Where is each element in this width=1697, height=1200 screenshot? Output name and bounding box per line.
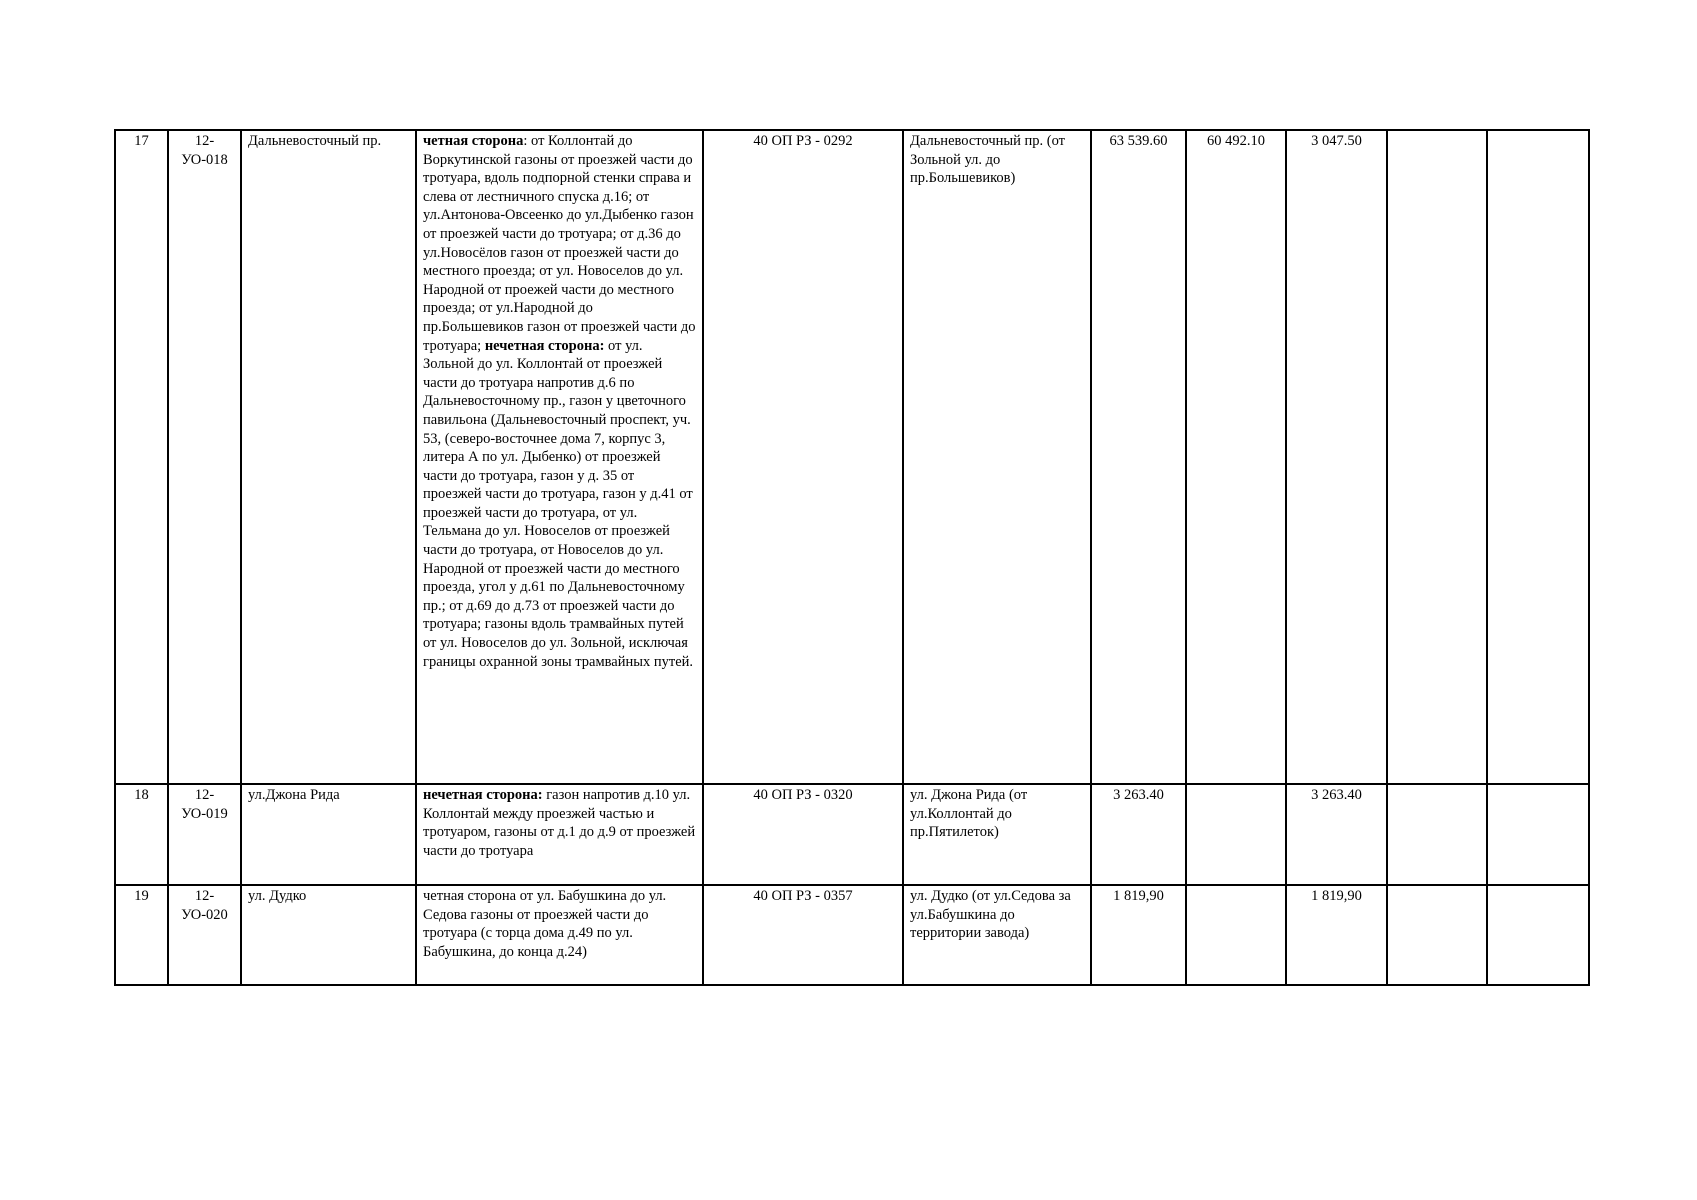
object-code: 12-УО-019 (168, 784, 241, 885)
table-row (115, 885, 1589, 985)
row-number: 19 (115, 885, 168, 985)
object-name: ул.Джона Рида (241, 784, 416, 885)
area-total: 63 539.60 (1091, 130, 1186, 784)
area-a (1186, 784, 1286, 885)
road-name: Дальневосточный пр. (от Зольной ул. до пр.Большевиков) (903, 130, 1091, 784)
road-id: 40 ОП РЗ - 0357 (703, 885, 903, 985)
description-part: четная сторона (423, 133, 524, 149)
object-description (416, 784, 703, 885)
road-id: 40 ОП РЗ - 0320 (703, 784, 903, 885)
description-part: нечетная сторона: (423, 787, 543, 803)
area-total: 1 819,90 (1091, 885, 1186, 985)
row-number: 18 (115, 784, 168, 885)
table-row (115, 130, 1589, 784)
territory-table (114, 129, 1590, 986)
road-id: 40 ОП РЗ - 0292 (703, 130, 903, 784)
area-b: 3 047.50 (1286, 130, 1387, 784)
object-code: 12-УО-018 (168, 130, 241, 784)
empty-cell (1387, 130, 1487, 784)
empty-cell (1487, 784, 1589, 885)
empty-cell (1487, 130, 1589, 784)
object-code: 12-УО-020 (168, 885, 241, 985)
description-part: : от Коллонтай до Воркутинской газоны от проезжей части до тротуара, вдоль подпорной стенки справа и слева от лестничного спуска д.16; от ул.Антонова-Овсеенко до ул.Дыбенко газон от проезжей части до тротуара; от д.36 до ул.Новосёлов газон от проезжей части до местного проезда; от ул. Новоселов до ул. Народной от проежей части до местного проезда; от ул.Народной до пр.Большевиков газон от проезжей части до тротуара; (423, 133, 696, 354)
area-b: 3 263.40 (1286, 784, 1387, 885)
description-part: нечетная сторона: (484, 337, 605, 354)
table-row (115, 784, 1589, 885)
area-b: 1 819,90 (1286, 885, 1387, 985)
road-name: ул. Джона Рида (от ул.Коллонтай до пр.Пятилеток) (903, 784, 1091, 885)
road-name: ул. Дудко (от ул.Седова за ул.Бабушкина до территории завода) (903, 885, 1091, 985)
row-number: 17 (115, 130, 168, 784)
empty-cell (1387, 885, 1487, 985)
area-a: 60 492.10 (1186, 130, 1286, 784)
object-name: Дальневосточный пр. (241, 130, 416, 784)
description-part: четная сторона от ул. Бабушкина до ул. Седова газоны от проезжей части до тротуара (с торца дома д.49 по ул. Бабушкина, до конца д.24) (423, 888, 667, 960)
area-a (1186, 885, 1286, 985)
object-name: ул. Дудко (241, 885, 416, 985)
empty-cell (1487, 885, 1589, 985)
object-description (416, 130, 703, 784)
object-description (416, 885, 703, 985)
area-total: 3 263.40 (1091, 784, 1186, 885)
description-part: от ул. Зольной до ул. Коллонтай от проезжей части до тротуара напротив д.6 по Дальневосточному пр., газон у цветочного павильона (Дальневосточный проспект, уч. 53, (северо-восточнее дома 7, корпус 3, литера А по ул. Дыбенко) от проезжей части до тротуара, газон у д. 35 от проезжей части до тротуара, газон у д.41 от проезжей части до тротуара, от ул. Тельмана до ул. Новоселов от проезжей части до тротуара, от Новоселов до ул. Народной от проезжей части до местного проезда, угол у д.61 по Дальневосточному пр.; от д.69 до д.73 от проезжей части до тротуара; газоны вдоль трамвайных путей от ул. Новоселов до ул. Зольной, исключая границы охранной зоны трамвайных путей. (423, 337, 694, 670)
description-part: газон напротив д.10 ул. Коллонтай между проезжей частью и тротуаром, газоны от д.1 до д.9 от проезжей части до тротуара (423, 787, 696, 859)
empty-cell (1387, 784, 1487, 885)
